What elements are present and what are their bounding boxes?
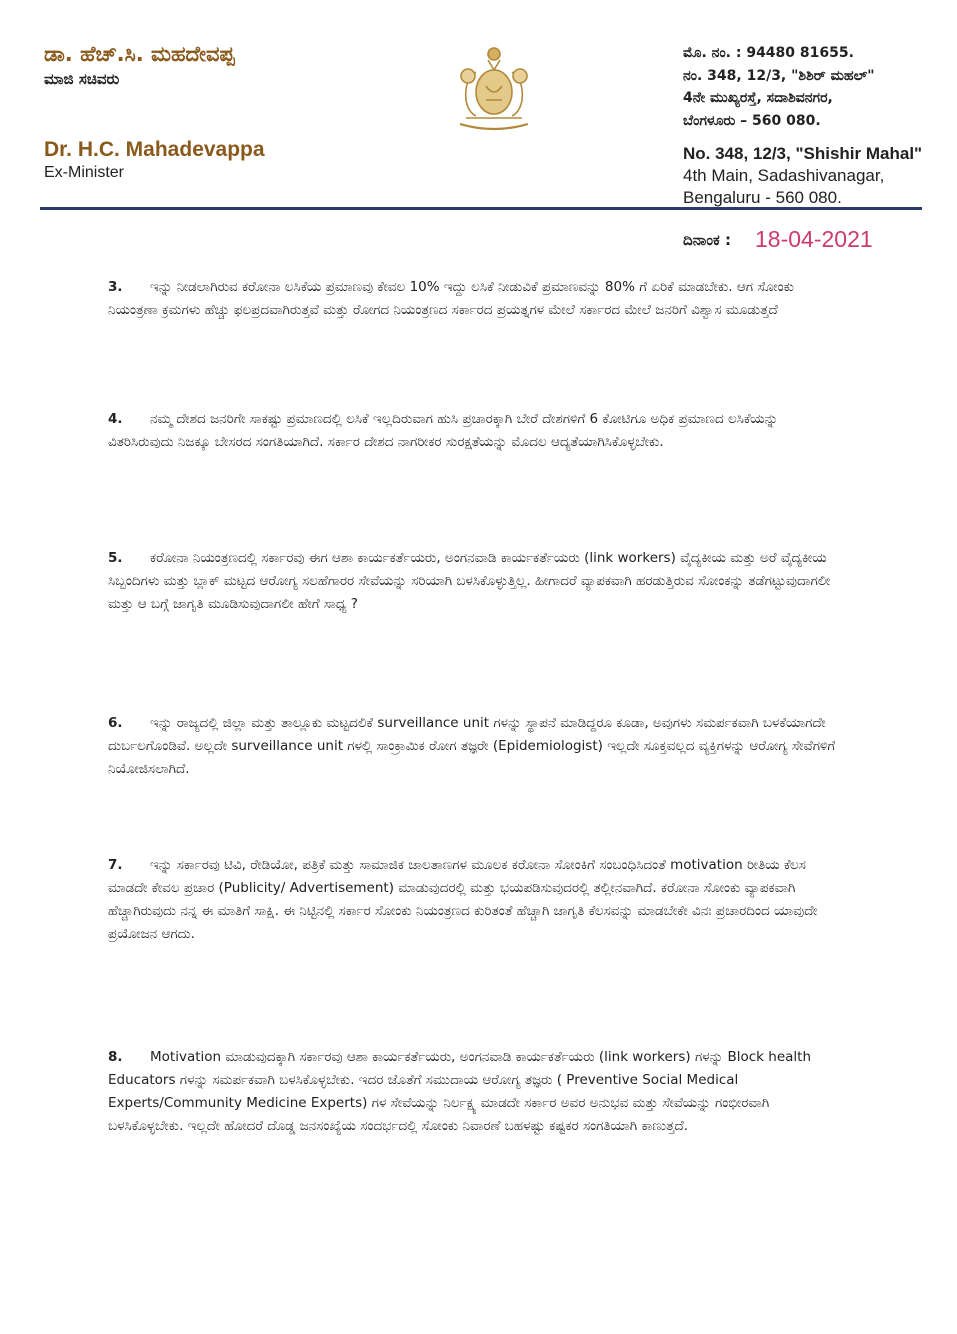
paragraph-text: ಇನ್ನು ಸರ್ಕಾರವು ಟಿವಿ, ರೇಡಿಯೋ, ಪತ್ರಿಕೆ ಮತ್ತು ಸಾಮಾಜಿಕ ಜಾಲತಾಣಗಳ ಮೂಲಕ ಕರೋನಾ ಸೋಂಕಿಗೆ ಸಂಬಂಧಿಸಿದಂತೆ motivation ರೀತಿಯ ಕೆಲಸ ಮಾಡದೇ ಕೇವಲ ಪ್ರಚಾರ (Publicity/ Advertisement) ಮಾಡುವುದರಲ್ಲಿ ಮತ್ತು ಭಯಪಡಿಸುವುದರಲ್ಲಿ ತಲ್ಲೀನವಾಗಿದೆ. ಕರೋನಾ ಸೋಂಕು ವ್ಯಾಪಕವಾಗಿ ಹೆಚ್ಚಾಗಿರುವುದು ನನ್ನ ಈ ಮಾತಿಗೆ ಸಾಕ್ಷಿ. ಈ ನಿಟ್ಟಿನಲ್ಲಿ ಸರ್ಕಾರ ಸೋಂಕು ನಿಯಂತ್ರಣದ ಕುರಿತಂತೆ ಹೆಚ್ಚಾಗಿ ಜಾಗೃತಿ ಕೆಲಸವನ್ನು ಮಾಡಬೇಕೇ ವಿನಃ ಪ್ರಚಾರದಿಂದ ಯಾವುದೇ ಪ್ರಯೋಜನ ಆಗದು. (108, 857, 818, 942)
paragraph-6 (108, 712, 846, 781)
paragraph-text: ಇನ್ನು ರಾಜ್ಯದಲ್ಲಿ ಜಿಲ್ಲಾ ಮತ್ತು ತಾಲ್ಲೂಕು ಮಟ್ಟದಲಿಕೆ surveillance unit ಗಳನ್ನು ಸ್ಥಾಪನೆ ಮಾಡಿದ್ದರೂ ಕೂಡಾ, ಅವುಗಳು ಸಮರ್ಪಕವಾಗಿ ಬಳಕೆಯಾಗದೇ ದುರ್ಬಲಗೊಂಡಿವೆ. ಅಲ್ಲದೇ surveillance unit ಗಳಲ್ಲಿ ಸಾಂಕ್ರಾಮಿಕ ರೋಗ ತಜ್ಞರೇ (Epidemiologist) ಇಲ್ಲದೇ ಸೂಕ್ತವಲ್ಲದ ವ್ಯಕ್ತಿಗಳನ್ನು ಆರೋಗ್ಯ ಸೇವೆಗಳಿಗೆ ನಿಯೋಜಿಸಲಾಗಿದೆ. (108, 715, 836, 777)
paragraph-3 (108, 276, 846, 322)
header-title-kannada: ಮಾಜಿ ಸಚಿವರು (44, 70, 120, 88)
paragraph-4 (108, 408, 846, 454)
date-label: ದಿನಾಂಕ : (683, 231, 731, 249)
karnataka-emblem-icon (446, 42, 542, 136)
address-kannada-line: ನಂ. 348, 12/3, "ಶಿಶಿರ್ ಮಹಲ್" (683, 67, 875, 84)
address-kannada-line: ಬೆಂಗಳೂರು – 560 080. (683, 112, 821, 129)
date-row (683, 226, 873, 252)
paragraph-8 (108, 1046, 846, 1138)
paragraph-text: Motivation ಮಾಡುವುದಕ್ಕಾಗಿ ಸರ್ಕಾರವು ಆಶಾ ಕಾರ್ಯಕರ್ತೆಯರು, ಅಂಗನವಾಡಿ ಕಾರ್ಯಕರ್ತೆಯರು (link workers) ಗಳನ್ನು Block health Educators ಗಳನ್ನು ಸಮರ್ಪಕವಾಗಿ ಬಳಸಿಕೊಳ್ಳಬೇಕು. ಇದರ ಜೊತೆಗೆ ಸಮುದಾಯ ಆರೋಗ್ಯ ತಜ್ಞರು ( Preventive Social Medical Experts/Community Medicine Experts) ಗಳ ಸೇವೆಯನ್ನು ನಿರ್ಲಕ್ಷ್ಯ ಮಾಡದೇ ಸರ್ಕಾರ ಅವರ ಅನುಭವ ಮತ್ತು ಸೇವೆಯನ್ನು ಗಂಭೀರವಾಗಿ ಬಳಸಿಕೊಳ್ಳಬೇಕು. ಇಲ್ಲದೇ ಹೋದರೆ ದೊಡ್ಡ ಜನಸಂಖ್ಯೆಯ ಸಂದರ್ಭದಲ್ಲಿ ಸೋಂಕು ನಿವಾರಣೆ ಬಹಳಷ್ಟು ಕಷ್ಟಕರ ಸಂಗತಿಯಾಗಿ ಕಾಣುತ್ತದೆ. (108, 1049, 812, 1134)
paragraph-number: 4. (108, 411, 123, 427)
header-title-english: Ex-Minister (44, 164, 125, 181)
address-english-line: Bengaluru - 560 080. (683, 188, 842, 207)
paragraph-text: ಇನ್ನು ನೀಡಲಾಗಿರುವ ಕರೋನಾ ಲಸಿಕೆಯ ಪ್ರಮಾಣವು ಕೇವಲ 10% ಇದ್ದು ಲಸಿಕೆ ನೀಡುವಿಕೆ ಪ್ರಮಾಣವನ್ನು 80% ಗೆ ಏರಿಕೆ ಮಾಡಬೇಕು. ಆಗ ಸೋಂಕು ನಿಯಂತ್ರಣಾ ಕ್ರಮಗಳು ಹೆಚ್ಚು ಫಲಪ್ರದವಾಗಿರುತ್ತವೆ ಮತ್ತು ರೋಗದ ನಿಯಂತ್ರಣದ ಸರ್ಕಾರದ ಪ್ರಯತ್ನಗಳ ಮೇಲೆ ಸರ್ಕಾರದ ಮೇಲೆ ಜನರಿಗೆ ವಿಶ್ವಾಸ ಮೂಡುತ್ತದೆ (108, 279, 794, 318)
paragraph-5 (108, 547, 846, 616)
address-kannada-line: ಮೊ. ನಂ. : 94480 81655. (683, 45, 854, 61)
paragraph-text: ನಮ್ಮ ದೇಶದ ಜನರಿಗೇ ಸಾಕಷ್ಟು ಪ್ರಮಾಣದಲ್ಲಿ ಲಸಿಕೆ ಇಲ್ಲದಿರುವಾಗ ಹುಸಿ ಪ್ರಚಾರಕ್ಕಾಗಿ ಬೇರೆ ದೇಶಗಳಿಗೆ 6 ಕೋಟಿಗೂ ಅಧಿಕ ಪ್ರಮಾಣದ ಲಸಿಕೆಯನ್ನು ವಿತರಿಸಿರುವುದು ನಿಜಕ್ಕೂ ಬೇಸರದ ಸಂಗತಿಯಾಗಿದೆ. ಸರ್ಕಾರ ದೇಶದ ನಾಗರೀಕರ ಸುರಕ್ಷತೆಯನ್ನು ಮೊದಲ ಆದ್ಯತೆಯಾಗಿಸಿಕೊಳ್ಳಬೇಕು. (108, 411, 779, 450)
paragraph-number: 5. (108, 550, 123, 566)
paragraph-number: 6. (108, 715, 123, 731)
header-name-kannada: ಡಾ. ಹೆಚ್.ಸಿ. ಮಹದೇವಪ್ಪ (44, 42, 235, 66)
paragraph-text: ಕರೋನಾ ನಿಯಂತ್ರಣದಲ್ಲಿ ಸರ್ಕಾರವು ಈಗ ಆಶಾ ಕಾರ್ಯಕರ್ತೆಯರು, ಅಂಗನವಾಡಿ ಕಾರ್ಯಕರ್ತೆಯರು (link workers) ವೈದ್ಯಕೀಯ ಮತ್ತು ಅರೆ ವೈದ್ಯಕೀಯ ಸಿಬ್ಬಂದಿಗಳು ಮತ್ತು ಬ್ಲಾಕ್ ಮಟ್ಟದ ಆರೋಗ್ಯ ಸಲಹೆಗಾರರ ಸೇವೆಯನ್ನು ಸರಿಯಾಗಿ ಬಳಸಿಕೊಳ್ಳುತ್ತಿಲ್ಲ. ಹೀಗಾದರೆ ವ್ಯಾಪಕವಾಗಿ ಹರಡುತ್ತಿರುವ ಸೋಂಕನ್ನು ತಡೆಗಟ್ಟುವುದಾಗಲೀ ಮತ್ತು ಆ ಬಗ್ಗೆ ಜಾಗೃತಿ ಮೂಡಿಸುವುದಾಗಲೀ ಹೇಗೆ ಸಾಧ್ಯ ? (108, 550, 831, 612)
paragraph-number: 3. (108, 279, 123, 295)
date-value: 18-04-2021 (755, 226, 873, 252)
address-english-line: 4th Main, Sadashivanagar, (683, 166, 885, 185)
address-english (683, 143, 922, 209)
header-divider (40, 207, 922, 210)
paragraph-7 (108, 854, 846, 946)
address-kannada (683, 42, 875, 132)
address-english-line: No. 348, 12/3, "Shishir Mahal" (683, 144, 923, 163)
paragraph-number: 8. (108, 1049, 123, 1065)
address-kannada-line: 4ನೇ ಮುಖ್ಯರಸ್ತೆ, ಸದಾಶಿವನಗರ, (683, 90, 833, 106)
header-name-english: Dr. H.C. Mahadevappa (44, 138, 265, 161)
paragraph-number: 7. (108, 857, 123, 873)
